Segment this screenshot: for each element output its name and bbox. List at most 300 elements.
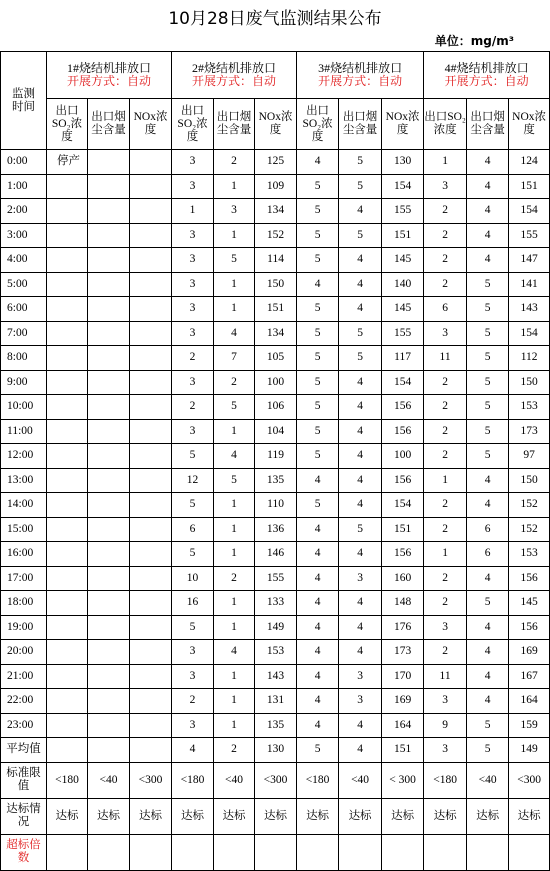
sub-header-cell: 出口SO₂浓度 [47,99,88,150]
value-cell: 1 [214,713,255,738]
value-cell [47,248,88,273]
value-cell: 155 [382,321,424,346]
value-cell: 4 [297,591,339,616]
value-cell: 5 [297,493,339,518]
compliance-cell: 达标 [255,798,297,834]
value-cell: 7 [214,346,255,371]
sub-header-cell: NOx浓度 [255,99,297,150]
table-row [1,370,550,395]
value-cell [88,395,130,420]
unit-label: 单位：mg/m³ [434,34,514,48]
value-cell: 4 [339,640,382,665]
value-cell: 4 [339,272,382,297]
exceed-cell [255,834,297,870]
outlet-header-3: 3#烧结机排放口 开展方式：自动 [297,52,424,99]
table-row [1,395,550,420]
value-cell: 2 [424,444,467,469]
time-cell: 5:00 [1,272,47,297]
value-cell: 4 [172,738,214,763]
value-cell: 145 [509,591,550,616]
value-cell: 4 [214,640,255,665]
value-cell [88,297,130,322]
value-cell: 153 [509,542,550,567]
value-cell [47,272,88,297]
value-cell: 97 [509,444,550,469]
value-cell [47,689,88,714]
value-cell [130,591,172,616]
value-cell: 4 [297,713,339,738]
sub-header-cell: 出口SO₂浓度 [297,99,339,150]
value-cell: 136 [255,517,297,542]
value-cell: 5 [467,713,509,738]
value-cell: 5 [339,346,382,371]
time-cell: 1:00 [1,174,47,199]
time-cell: 23:00 [1,713,47,738]
compliance-cell: 达标 [382,798,424,834]
time-cell: 11:00 [1,419,47,444]
value-cell [130,370,172,395]
value-cell: 148 [382,591,424,616]
value-cell: 169 [382,689,424,714]
value-cell: 145 [382,297,424,322]
exceed-cell [424,834,467,870]
value-cell: 4 [467,566,509,591]
value-cell: 4 [214,321,255,346]
time-cell: 19:00 [1,615,47,640]
value-cell: 4 [467,615,509,640]
value-cell: 170 [382,664,424,689]
value-cell: 145 [382,248,424,273]
value-cell [88,321,130,346]
value-cell: 5 [339,174,382,199]
value-cell [47,346,88,371]
value-cell: 4 [297,468,339,493]
value-cell: 4 [467,150,509,175]
value-cell: 4 [467,468,509,493]
value-cell: 2 [172,689,214,714]
value-cell: 4 [297,272,339,297]
value-cell [88,419,130,444]
value-cell: 5 [467,395,509,420]
value-cell [88,713,130,738]
value-cell: 4 [297,640,339,665]
value-cell: 3 [172,713,214,738]
value-cell: 4 [339,297,382,322]
value-cell: 5 [467,321,509,346]
value-cell [88,272,130,297]
value-cell: 156 [382,542,424,567]
value-cell: 112 [509,346,550,371]
value-cell: 3 [172,174,214,199]
value-cell [88,664,130,689]
value-cell [47,321,88,346]
value-cell: 5 [172,493,214,518]
value-cell [88,591,130,616]
exceed-cell [214,834,255,870]
table-row [1,444,550,469]
value-cell: 173 [509,419,550,444]
value-cell [47,566,88,591]
value-cell: 156 [382,419,424,444]
value-cell: 152 [255,223,297,248]
emission-table [0,51,550,871]
value-cell: 167 [509,664,550,689]
standard-cell: <300 [255,762,297,798]
sub-header-cell: 出口烟尘含量 [88,99,130,150]
value-cell: 2 [424,370,467,395]
value-cell [88,493,130,518]
table-row [1,615,550,640]
compliance-cell: 达标 [424,798,467,834]
value-cell [88,248,130,273]
outlet-header-4: 4#烧结机排放口 开展方式：自动 [424,52,550,99]
value-cell: 1 [214,174,255,199]
value-cell [88,689,130,714]
value-cell: 2 [424,517,467,542]
value-cell [47,370,88,395]
value-cell: 停产 [47,150,88,175]
value-cell: 5 [467,346,509,371]
value-cell: 4 [297,542,339,567]
value-cell: 104 [255,419,297,444]
value-cell [130,542,172,567]
value-cell: 11 [424,664,467,689]
value-cell: 3 [424,321,467,346]
value-cell [88,370,130,395]
time-cell: 18:00 [1,591,47,616]
value-cell [88,150,130,175]
value-cell: 4 [467,223,509,248]
value-cell [130,689,172,714]
value-cell: 146 [255,542,297,567]
value-cell: 1 [214,664,255,689]
exceed-cell [467,834,509,870]
value-cell: 5 [214,395,255,420]
compliance-row [1,798,550,834]
value-cell: 1 [424,468,467,493]
value-cell [47,664,88,689]
value-cell: 5 [467,738,509,763]
value-cell [88,542,130,567]
value-cell: 5 [172,615,214,640]
value-cell: 5 [467,272,509,297]
value-cell: 1 [214,493,255,518]
value-cell: 4 [339,199,382,224]
value-cell: 5 [297,370,339,395]
value-cell: 5 [297,297,339,322]
value-cell: 155 [509,223,550,248]
value-cell: 5 [214,248,255,273]
value-cell: 4 [339,615,382,640]
value-cell: 2 [214,150,255,175]
table-row [1,346,550,371]
value-cell: 2 [424,493,467,518]
exceed-cell [509,834,550,870]
exceed-cell [88,834,130,870]
exceed-label: 超标倍数 [1,834,47,870]
value-cell: 3 [424,174,467,199]
value-cell [130,664,172,689]
table-row [1,713,550,738]
value-cell: 5 [339,223,382,248]
value-cell: 3 [172,297,214,322]
value-cell: 135 [255,713,297,738]
time-cell: 13:00 [1,468,47,493]
sub-header-cell: NOx浓度 [509,99,550,150]
exceed-cell [172,834,214,870]
value-cell: 3 [339,664,382,689]
compliance-cell: 达标 [88,798,130,834]
standard-cell: <40 [88,762,130,798]
value-cell: 3 [424,615,467,640]
value-cell [130,615,172,640]
table-row [1,174,550,199]
value-cell: 151 [382,738,424,763]
time-cell: 6:00 [1,297,47,322]
value-cell: 156 [509,566,550,591]
value-cell: 114 [255,248,297,273]
standard-cell: <180 [297,762,339,798]
exceed-row [1,834,550,870]
value-cell: 5 [214,468,255,493]
value-cell [47,615,88,640]
value-cell: 159 [509,713,550,738]
value-cell [47,395,88,420]
table-row [1,664,550,689]
value-cell: 11 [424,346,467,371]
value-cell: 152 [509,493,550,518]
value-cell: 4 [339,713,382,738]
value-cell: 5 [297,419,339,444]
value-cell: 2 [424,248,467,273]
value-cell: 2 [214,566,255,591]
compliance-cell: 达标 [214,798,255,834]
compliance-cell: 达标 [467,798,509,834]
value-cell: 4 [339,419,382,444]
standard-cell: <300 [130,762,172,798]
value-cell: 2 [424,199,467,224]
value-cell: 143 [509,297,550,322]
table-row [1,223,550,248]
value-cell [47,640,88,665]
value-cell: 164 [382,713,424,738]
value-cell: 3 [172,640,214,665]
value-cell: 3 [172,419,214,444]
value-cell: 5 [467,419,509,444]
value-cell: 5 [339,517,382,542]
value-cell: 176 [382,615,424,640]
value-cell: 2 [172,395,214,420]
value-cell: 1 [214,542,255,567]
value-cell: 3 [172,321,214,346]
standard-cell: <300 [509,762,550,798]
value-cell: 100 [382,444,424,469]
standard-cell: <180 [172,762,214,798]
table-row [1,272,550,297]
value-cell: 151 [382,517,424,542]
value-cell: 156 [382,395,424,420]
value-cell [88,517,130,542]
sub-header-cell: NOx浓度 [382,99,424,150]
value-cell: 119 [255,444,297,469]
table-row [1,738,550,763]
value-cell: 4 [467,248,509,273]
value-cell: 5 [172,444,214,469]
value-cell: 100 [255,370,297,395]
value-cell: 2 [424,591,467,616]
standard-cell: <180 [424,762,467,798]
time-header: 监测 时间 [1,52,47,150]
value-cell: 1 [214,689,255,714]
value-cell [130,174,172,199]
value-cell [88,223,130,248]
value-cell: 4 [297,664,339,689]
exceed-cell [130,834,172,870]
value-cell: 4 [297,566,339,591]
standard-cell: <180 [47,762,88,798]
value-cell [130,493,172,518]
time-cell: 0:00 [1,150,47,175]
value-cell: 154 [382,493,424,518]
value-cell: 6 [172,517,214,542]
value-cell: 1 [172,199,214,224]
standard-cell: <40 [467,762,509,798]
value-cell [130,640,172,665]
value-cell: 4 [339,738,382,763]
value-cell [130,419,172,444]
compliance-label: 达标情况 [1,798,47,834]
value-cell: 140 [382,272,424,297]
sub-header-cell: 出口烟尘含量 [339,99,382,150]
time-cell: 22:00 [1,689,47,714]
value-cell: 5 [467,370,509,395]
value-cell: 1 [214,297,255,322]
value-cell: 4 [339,542,382,567]
value-cell: 4 [467,689,509,714]
table-row [1,419,550,444]
value-cell: 134 [255,199,297,224]
value-cell: 4 [467,199,509,224]
value-cell: 5 [297,321,339,346]
time-cell: 14:00 [1,493,47,518]
exceed-cell [382,834,424,870]
value-cell: 134 [255,321,297,346]
value-cell: 2 [214,738,255,763]
value-cell: 4 [467,493,509,518]
value-cell [88,566,130,591]
table-row [1,566,550,591]
value-cell [130,297,172,322]
value-cell: 4 [339,395,382,420]
value-cell: 10 [172,566,214,591]
value-cell: 4 [339,444,382,469]
value-cell: 3 [339,566,382,591]
value-cell: 9 [424,713,467,738]
sub-header-cell: 出口SO₂浓度 [424,99,467,150]
value-cell: 152 [509,517,550,542]
value-cell: 130 [255,738,297,763]
value-cell: 5 [297,248,339,273]
value-cell: 130 [382,150,424,175]
value-cell: 4 [297,150,339,175]
compliance-cell: 达标 [47,798,88,834]
value-cell: 5 [297,395,339,420]
value-cell: 133 [255,591,297,616]
value-cell: 135 [255,468,297,493]
value-cell [47,419,88,444]
standard-label: 标准限值 [1,762,47,798]
value-cell: 5 [467,591,509,616]
value-cell [47,297,88,322]
value-cell: 4 [297,615,339,640]
value-cell: 5 [172,542,214,567]
value-cell: 1 [214,223,255,248]
table-row [1,640,550,665]
value-cell [47,713,88,738]
time-cell: 17:00 [1,566,47,591]
value-cell: 3 [424,738,467,763]
value-cell: 155 [255,566,297,591]
value-cell [130,468,172,493]
value-cell: 16 [172,591,214,616]
value-cell [130,713,172,738]
table-row [1,150,550,175]
table-row [1,493,550,518]
value-cell [130,248,172,273]
value-cell: 110 [255,493,297,518]
value-cell: 169 [509,640,550,665]
value-cell [130,346,172,371]
value-cell [88,640,130,665]
exceed-cell [297,834,339,870]
value-cell: 3 [339,689,382,714]
value-cell: 4 [214,444,255,469]
value-cell [47,493,88,518]
table-row [1,517,550,542]
table-row [1,468,550,493]
time-cell: 15:00 [1,517,47,542]
value-cell: 5 [339,150,382,175]
time-cell: 平均值 [1,738,47,763]
value-cell: 3 [172,223,214,248]
outlet-header-2: 2#烧结机排放口 开展方式：自动 [172,52,297,99]
value-cell: 155 [382,199,424,224]
value-cell: 5 [339,321,382,346]
value-cell: 4 [297,517,339,542]
compliance-cell: 达标 [130,798,172,834]
value-cell: 3 [172,248,214,273]
time-cell: 20:00 [1,640,47,665]
time-cell: 2:00 [1,199,47,224]
value-cell: 5 [297,174,339,199]
value-cell: 4 [467,664,509,689]
value-cell: 1 [214,517,255,542]
value-cell [88,199,130,224]
value-cell [47,174,88,199]
value-cell: 5 [297,738,339,763]
value-cell: 12 [172,468,214,493]
value-cell: 2 [424,640,467,665]
value-cell: 3 [172,664,214,689]
value-cell [130,566,172,591]
value-cell: 6 [467,517,509,542]
value-cell: 4 [339,493,382,518]
value-cell [130,738,172,763]
value-cell: 164 [509,689,550,714]
value-cell: 125 [255,150,297,175]
value-cell: 4 [467,174,509,199]
value-cell: 1 [214,272,255,297]
